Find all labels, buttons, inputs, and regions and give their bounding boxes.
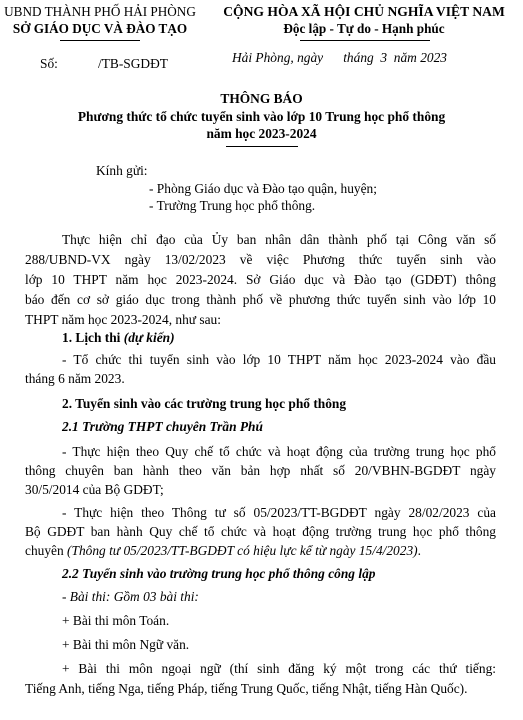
section-1-line: tháng 6 năm 2023. [25, 371, 125, 386]
national-title: CỘNG HÒA XÃ HỘI CHỦ NGHĨA VIỆT NAM [223, 4, 505, 19]
agency-parent: UBND THÀNH PHỐ HẢI PHÒNG [4, 4, 196, 19]
intro-line: lớp 10 THPT năm học 2023-2024. Sở Giáo dục và Đào tạo (GDĐT) thông [25, 272, 496, 287]
section-2-1-para-2-line: Bộ GDĐT ban hành Quy chế tổ chức và hoạt động trường trung học phổ thông [25, 524, 496, 539]
section-2-1-para-2-line [25, 543, 421, 559]
national-motto: Độc lập - Tự do - Hạnh phúc [283, 21, 445, 36]
exam-label: - Bài thi: Gồm 03 bài thi: [62, 589, 199, 604]
document-subject-line-2: năm học 2023-2024 [206, 126, 317, 141]
section-2-heading: 2. Tuyển sinh vào các trường trung học phổ thông [62, 396, 347, 411]
section-2-1-para-1-line: - Thực hiện theo Quy chế tổ chức và hoạt động của trường trung học phổ [62, 444, 496, 459]
section-1-heading [62, 330, 175, 346]
section-2-1-para-1-line: thông chuyên ban hành theo văn bản hợp nhất số 20/VBHN-BGDĐT ngày [25, 463, 496, 478]
document-number-label: Số: [40, 56, 58, 71]
section-2-1-para-2-line: - Thực hiện theo Thông tư số 05/2023/TT-BGDĐT ngày 28/02/2023 của [62, 505, 496, 520]
intro-line: báo đến cơ sở giáo dục trong thành phố về phương thức tuyển sinh vào lớp 10 [25, 292, 496, 307]
intro-line: THPT năm học 2023-2024, như sau: [25, 312, 221, 327]
section-1-heading-text: 1. Lịch thi [62, 330, 124, 345]
para-text: chuyên [25, 543, 68, 558]
recipient-item: - Phòng Giáo dục và Đào tạo quận, huyện; [149, 181, 377, 196]
exam-item: + Bài thi môn Ngữ văn. [62, 637, 190, 652]
effective-date-note: (Thông tư 05/2023/TT-BGDĐT có hiệu lực kể từ ngày 15/4/2023) [67, 543, 418, 558]
agency-underline [60, 40, 140, 41]
section-1-heading-note: (dự kiến) [123, 330, 175, 345]
section-2-1-para-1-line: 30/5/2014 của Bộ GDĐT; [25, 482, 164, 497]
agency-name: SỞ GIÁO DỤC VÀ ĐÀO TẠO [12, 21, 188, 36]
foreign-language-line: + Bài thi môn ngoại ngữ (thí sinh đăng ký một trong các thứ tiếng: [62, 661, 496, 676]
document-number-code: /TB-SGDĐT [98, 56, 168, 71]
intro-line: 288/UBND-VX ngày 13/02/2023 về việc Phương thức tuyển sinh vào [25, 252, 496, 267]
intro-line: Thực hiện chỉ đạo của Ủy ban nhân dân thành phố tại Công văn số [62, 232, 496, 247]
section-2-2-heading: 2.2 Tuyển sinh vào trường trung học phổ thông công lập [62, 566, 376, 581]
section-2-1-heading: 2.1 Trường THPT chuyên Trần Phú [62, 419, 263, 434]
recipients-label: Kính gửi: [96, 163, 148, 178]
section-1-line: - Tổ chức thi tuyển sinh vào lớp 10 THPT năm học 2023-2024 vào đầu [62, 352, 496, 367]
para-text: . [417, 543, 421, 558]
foreign-language-line: Tiếng Anh, tiếng Nga, tiếng Pháp, tiếng Trung Quốc, tiếng Nhật, tiếng Hàn Quốc). [25, 681, 468, 696]
title-underline [226, 146, 298, 147]
recipient-item: - Trường Trung học phổ thông. [149, 198, 316, 213]
document-subject-line-1: Phương thức tổ chức tuyển sinh vào lớp 10 Trung học phổ thông [77, 109, 446, 124]
motto-underline [300, 40, 430, 41]
document-type-heading: THÔNG BÁO [220, 91, 303, 106]
place-date: Hải Phòng, ngày tháng 3 năm 2023 [232, 50, 447, 65]
exam-item: + Bài thi môn Toán. [62, 613, 170, 628]
